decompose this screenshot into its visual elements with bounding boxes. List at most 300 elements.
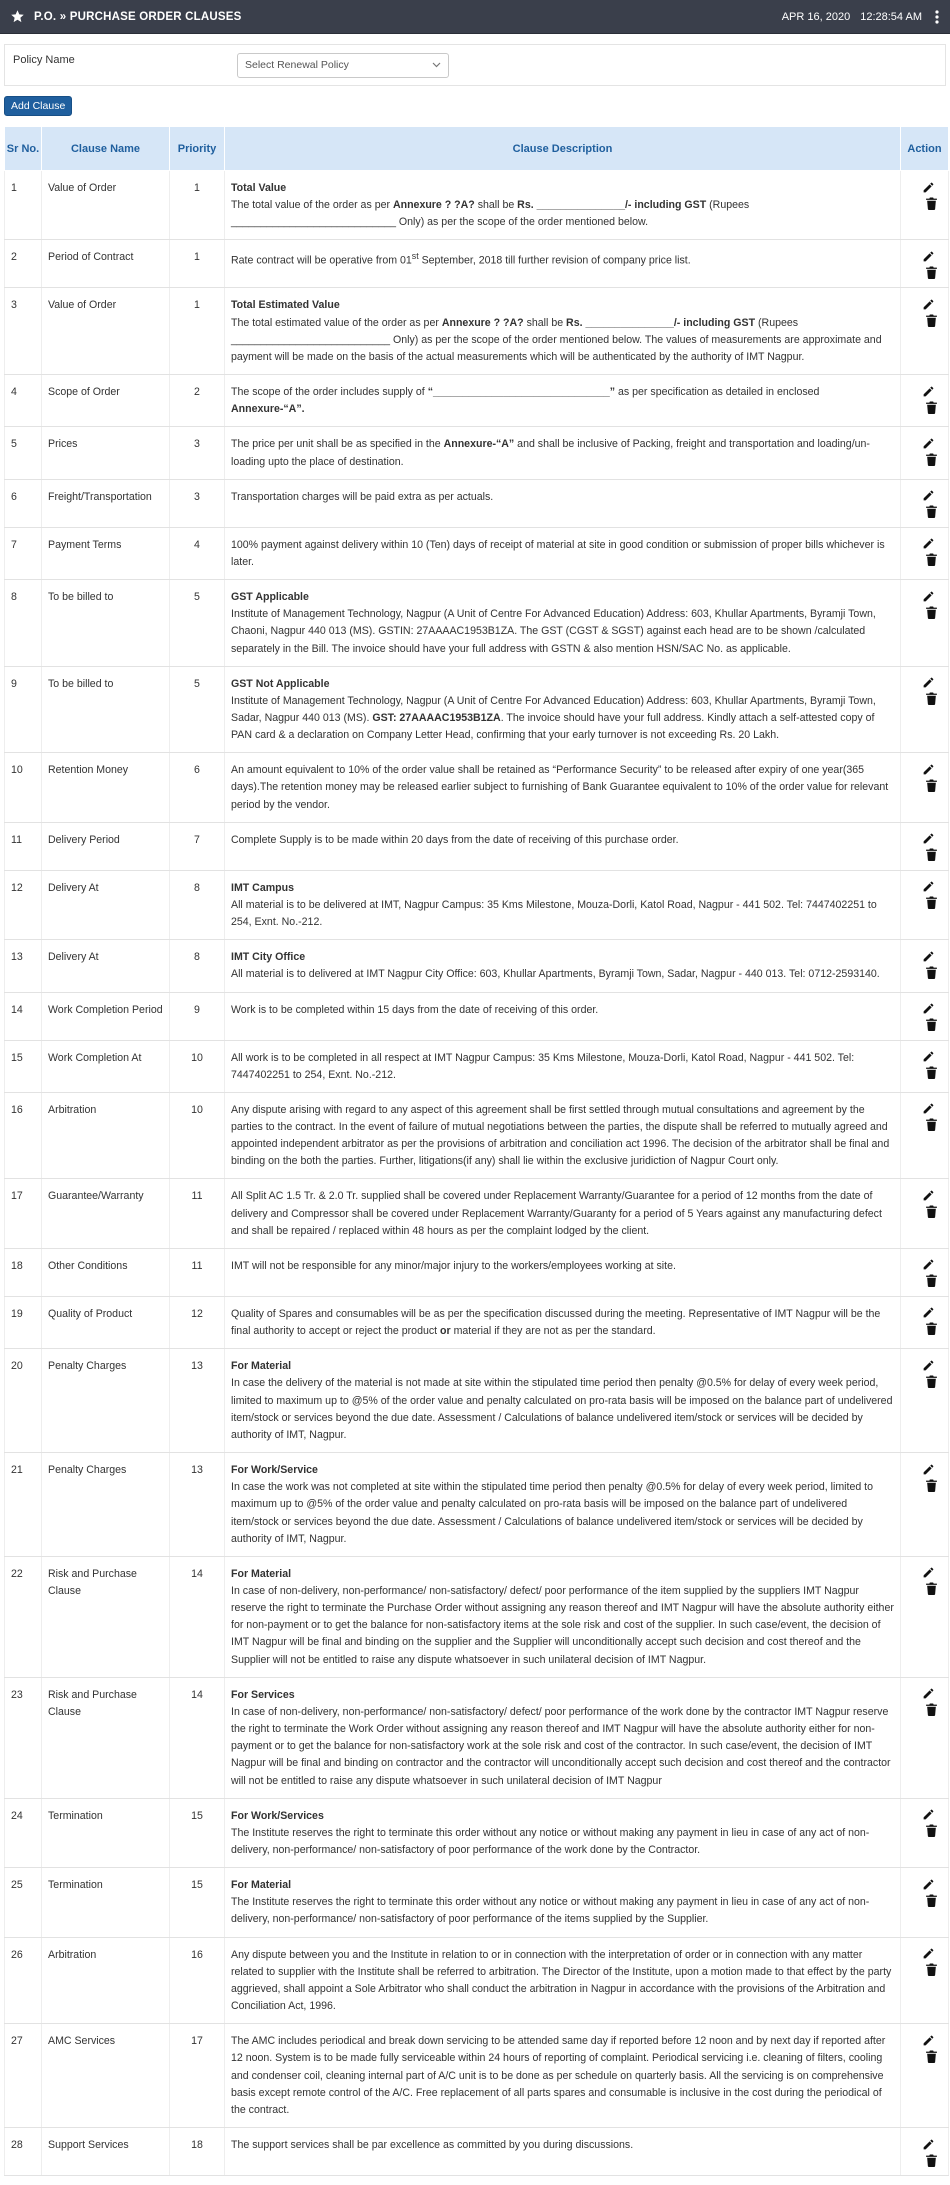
cell-action (901, 1868, 949, 1937)
pencil-icon[interactable] (922, 762, 936, 776)
trash-icon[interactable] (925, 605, 939, 619)
trash-icon[interactable] (925, 692, 939, 706)
description-text: Rs. _______________/- including GST (566, 316, 756, 329)
cell-action (901, 1092, 949, 1179)
pencil-icon[interactable] (922, 1188, 936, 1202)
cell-clause-description (225, 1453, 901, 1557)
pencil-icon[interactable] (922, 297, 936, 311)
description-text: and shall be inclusive of Packing, freight and transportation and loading/un-loading upto the place of destination. (231, 438, 870, 468)
description-text: The Institute reserves the right to terminate this order without any notice or without making any payment in lieu in case of any act of non-delivery, non-performance/ non-satisfactory of poor performance of the work done by the Contractor. (231, 1826, 870, 1856)
cell-clause-description (225, 1092, 901, 1179)
cell-clause-description (225, 1798, 901, 1867)
description-text: In case the work was not completed at site within the stipulated time period then penalty @0.5% for delay of every week period, limited to maximum up to @5% of the order value and penalty calculated on pro-rata basis will be imposed on the balance part of undelivered item/stock or services beyond the due date. Assessment / Calculations of balance undelivered item/stock or services will be decided by authority of IMT, Nagpur. (231, 1481, 874, 1545)
description-text: material if they are not as per the standard. (450, 1325, 656, 1338)
cell-clause-name: To be billed to (42, 580, 170, 667)
cell-priority: 17 (170, 2024, 225, 2128)
trash-icon[interactable] (925, 848, 939, 862)
table-row (5, 171, 949, 240)
action-buttons (907, 1566, 942, 1596)
description-text: The price per unit shall be as specified in the (231, 438, 444, 451)
cell-priority: 3 (170, 427, 225, 479)
action-buttons (907, 1306, 942, 1336)
description-text: The Institute reserves the right to terminate this order without any notice or without making any payment in lieu in case of any act of non-delivery, non-performance/ non-satisfactory of poor performance of the items supplied by the Supplier. (231, 1896, 870, 1926)
pencil-icon[interactable] (922, 1877, 936, 1891)
table-row (5, 822, 949, 870)
action-buttons (907, 1947, 942, 1977)
description-text: All material is to delivered at IMT Nagpur City Office: 603, Khullar Apartments, Byramji Town, Sadar, Nagpur - 440 013. Tel: 0712-2593140. (231, 968, 880, 981)
description-text: shall be (523, 316, 567, 329)
table-row (5, 1868, 949, 1937)
table-row (5, 940, 949, 992)
pencil-icon[interactable] (922, 1687, 936, 1701)
trash-icon[interactable] (925, 1322, 939, 1336)
cell-sr-no: 14 (5, 992, 42, 1040)
cell-clause-name: Guarantee/Warranty (42, 1179, 170, 1248)
pencil-icon[interactable] (922, 2137, 936, 2151)
trash-icon[interactable] (925, 1824, 939, 1838)
table-row (5, 479, 949, 527)
description-heading: For Work/Services (231, 1809, 324, 1822)
cell-clause-name: Penalty Charges (42, 1349, 170, 1453)
cell-action (901, 375, 949, 427)
cell-action (901, 1798, 949, 1867)
trash-icon[interactable] (925, 778, 939, 792)
table-row (5, 1248, 949, 1296)
description-text: Annexure-“A”. (231, 403, 305, 416)
cell-action (901, 940, 949, 992)
description-text: The total estimated value of the order as per (231, 316, 442, 329)
cell-action (901, 1453, 949, 1557)
action-buttons (907, 384, 942, 414)
table-row (5, 1179, 949, 1248)
trash-icon[interactable] (925, 1374, 939, 1388)
table-row (5, 1296, 949, 1348)
description-text: All work is to be completed in all respect at IMT Nagpur Campus: 35 Kms Milestone, Mouza-Dorli, Katol Road, Nagpur - 441 502. Tel: 7447402251 to 254, Exnt. No.-212. (231, 1051, 855, 1081)
description-text: The total value of the order as per (231, 199, 393, 212)
action-buttons (907, 1050, 942, 1080)
table-row (5, 527, 949, 579)
table-row (5, 753, 949, 822)
cell-clause-description (225, 375, 901, 427)
cell-clause-description (225, 2024, 901, 2128)
action-buttons (907, 180, 942, 210)
pencil-icon[interactable] (922, 1002, 936, 1016)
action-buttons (907, 297, 942, 327)
description-text: (Rupees ____________________________ Only) as per the scope of the order mentioned below. (231, 199, 750, 229)
trash-icon[interactable] (925, 265, 939, 279)
cell-action (901, 1677, 949, 1798)
cell-clause-description (225, 1296, 901, 1348)
cell-action (901, 1179, 949, 1248)
cell-priority: 13 (170, 1453, 225, 1557)
description-text: Annexure ? ?A? (392, 199, 475, 212)
cell-clause-name: Termination (42, 1868, 170, 1937)
action-buttons (907, 489, 942, 519)
cell-clause-description (225, 1349, 901, 1453)
trash-icon[interactable] (925, 1274, 939, 1288)
trash-icon[interactable] (925, 2049, 939, 2063)
action-buttons (907, 1188, 942, 1218)
table-row (5, 1937, 949, 2024)
action-buttons (907, 1358, 942, 1388)
cell-sr-no: 23 (5, 1677, 42, 1798)
pencil-icon[interactable] (922, 2033, 936, 2047)
cell-action (901, 1296, 949, 1348)
cell-priority: 10 (170, 1040, 225, 1092)
trash-icon[interactable] (925, 196, 939, 210)
description-text: The scope of the order includes supply of (231, 386, 428, 399)
trash-icon[interactable] (925, 1018, 939, 1032)
cell-clause-name: Retention Money (42, 753, 170, 822)
header-sr-no[interactable]: Sr No. (5, 127, 42, 171)
clauses-table (4, 126, 949, 2176)
pencil-icon[interactable] (922, 1258, 936, 1272)
description-text: The support services shall be par excellence as committed by you during discussions. (231, 2139, 634, 2152)
table-row (5, 666, 949, 753)
cell-sr-no: 11 (5, 822, 42, 870)
action-buttons (907, 537, 942, 567)
cell-clause-description (225, 1868, 901, 1937)
pencil-icon[interactable] (922, 1102, 936, 1116)
cell-sr-no: 26 (5, 1937, 42, 2024)
cell-priority: 14 (170, 1677, 225, 1798)
cell-sr-no: 8 (5, 580, 42, 667)
pencil-icon[interactable] (922, 1358, 936, 1372)
trash-icon[interactable] (925, 553, 939, 567)
cell-clause-description (225, 171, 901, 240)
cell-priority: 15 (170, 1868, 225, 1937)
trash-icon[interactable] (925, 965, 939, 979)
cell-clause-name: Work Completion At (42, 1040, 170, 1092)
cell-clause-name: Delivery At (42, 940, 170, 992)
action-buttons (907, 1002, 942, 1032)
trash-icon[interactable] (925, 896, 939, 910)
cell-clause-name: Work Completion Period (42, 992, 170, 1040)
table-row (5, 240, 949, 288)
description-text: Institute of Management Technology, Nagpur (A Unit of Centre For Advanced Education) Address: 603, Khullar Apartments, Byramji Town, Chaoni, Nagpur 440 013 (MS). GSTIN: 27AAAAC1953B1ZA. The GST (CGST & SGST) against each head are to be shown /calculated separately in the Bill. The invoice should have your full address with GSTN & also mention HSN/SAC No. as applicable. (231, 608, 876, 655)
chevron-down-icon (432, 59, 441, 71)
header-priority[interactable]: Priority (170, 127, 225, 171)
description-text: Annexure-“A” (443, 438, 515, 451)
table-row (5, 1556, 949, 1677)
cell-priority: 8 (170, 870, 225, 939)
description-text: . The invoice should have your full address. Kindly attach a self-attested copy of PAN card & a declaration on Company Letter Head, confirming that your early turnover is not exceeding Rs. 20 Lakh. (231, 711, 875, 742)
pencil-icon[interactable] (922, 436, 936, 450)
description-text: as per specification as detailed in enclosed (615, 386, 820, 399)
cell-action (901, 822, 949, 870)
cell-priority: 8 (170, 940, 225, 992)
description-text: The AMC includes periodical and break down servicing to be attended same day if reported before 12 noon and by next day if reported after 12 noon. System is to be made fully serviceable within 24 hours of reporting of complaint. Periodical servicing i.e. cleaning of filters, cooling and condenser coil, cleaning internal part of A/C unit is to be done as per schedule on quarterly basis. All the servicing is on comprehensive basis except remote control of the A/C. Free replacement of all parts spares and consumable is inclusive in the cost during the periodical of the contract. (231, 2035, 886, 2116)
description-heading: Total Estimated Value (231, 299, 340, 312)
trash-icon[interactable] (925, 1118, 939, 1132)
description-text: Institute of Management Technology, Nagpur (A Unit of Centre For Advanced Education) Address: 603, Khullar Apartments, Byramji Town, Sadar, Nagpur 440 013 (MS). (231, 694, 876, 724)
cell-sr-no: 5 (5, 427, 42, 479)
pencil-icon[interactable] (922, 1808, 936, 1822)
cell-priority: 7 (170, 822, 225, 870)
cell-sr-no: 17 (5, 1179, 42, 1248)
cell-sr-no: 22 (5, 1556, 42, 1677)
cell-action (901, 527, 949, 579)
pencil-icon[interactable] (922, 880, 936, 894)
cell-clause-description (225, 1040, 901, 1092)
description-text: Any dispute arising with regard to any aspect of this agreement shall be first settled through mutual consultations and agreement by the parties to the contract. In the event of failure of mutual negotiations between the parties, the dispute shall be referred to mutually agreed and appointed independent arbitrator as per the provisions of arbitration and conciliation act 1996. The decision of the arbitrator shall be final and binding on the both the parties. Further, litigations(if any) shall lie within the exclusive juridiction of Nagpur Court only. (231, 1103, 890, 1168)
trash-icon[interactable] (925, 1066, 939, 1080)
cell-clause-description (225, 1248, 901, 1296)
trash-icon[interactable] (925, 1478, 939, 1492)
description-text: Rs. _______________/- including GST (517, 199, 707, 212)
cell-clause-name: Termination (42, 1798, 170, 1867)
cell-action (901, 1937, 949, 2024)
action-buttons (907, 880, 942, 910)
cell-clause-description (225, 1556, 901, 1677)
top-bar (0, 0, 950, 34)
policy-name-label: Policy Name (13, 54, 75, 66)
cell-priority: 15 (170, 1798, 225, 1867)
trash-icon[interactable] (925, 505, 939, 519)
trash-icon[interactable] (925, 452, 939, 466)
cell-clause-description (225, 288, 901, 375)
star-icon[interactable] (8, 8, 26, 26)
cell-priority: 13 (170, 1349, 225, 1453)
header-date: APR 16, 2020 (781, 10, 851, 23)
pencil-icon[interactable] (922, 1306, 936, 1320)
action-buttons (907, 762, 942, 792)
cell-priority: 3 (170, 479, 225, 527)
table-row (5, 580, 949, 667)
cell-priority: 11 (170, 1248, 225, 1296)
action-buttons (907, 1808, 942, 1838)
pencil-icon[interactable] (922, 180, 936, 194)
description-text: Transportation charges will be paid extra as per actuals. (231, 490, 494, 503)
description-heading: For Material (231, 1360, 292, 1373)
trash-icon[interactable] (925, 1703, 939, 1717)
action-buttons (907, 2137, 942, 2167)
cell-action (901, 1248, 949, 1296)
description-text: (Rupees ___________________________ Only) as per the scope of the order mentioned below. The values of measurements are approximate and payment will be made on the basis of the actual measurements which will be authenticated by the authority of IMT Nagpur. (231, 316, 882, 363)
trash-icon[interactable] (925, 2153, 939, 2167)
cell-clause-description (225, 479, 901, 527)
page-title: P.O. » PURCHASE ORDER CLAUSES (34, 10, 242, 23)
cell-action (901, 1040, 949, 1092)
pencil-icon[interactable] (922, 1050, 936, 1064)
table-row (5, 1092, 949, 1179)
description-heading: GST Not Applicable (231, 677, 330, 690)
cell-clause-name: Value of Order (42, 288, 170, 375)
table-row (5, 992, 949, 1040)
cell-priority: 10 (170, 1092, 225, 1179)
table-row (5, 1453, 949, 1557)
cell-sr-no: 25 (5, 1868, 42, 1937)
description-text: IMT will not be responsible for any minor/major injury to the workers/employees working at site. (231, 1259, 676, 1272)
action-buttons (907, 832, 942, 862)
cell-action (901, 2024, 949, 2128)
pencil-icon[interactable] (922, 1462, 936, 1476)
cell-clause-name: Risk and Purchase Clause (42, 1556, 170, 1677)
cell-sr-no: 13 (5, 940, 42, 992)
action-buttons (907, 1877, 942, 1907)
cell-clause-description (225, 753, 901, 822)
pencil-icon[interactable] (922, 489, 936, 503)
description-text: Work is to be completed within 15 days from the date of receiving of this order. (231, 1003, 599, 1016)
cell-priority: 18 (170, 2128, 225, 2176)
cell-sr-no: 10 (5, 753, 42, 822)
cell-action (901, 1349, 949, 1453)
cell-priority: 4 (170, 527, 225, 579)
pencil-icon[interactable] (922, 949, 936, 963)
cell-clause-description (225, 1677, 901, 1798)
description-text: Rate contract will be operative from 01 (231, 255, 412, 267)
action-buttons (907, 1102, 942, 1132)
cell-clause-name: Penalty Charges (42, 1453, 170, 1557)
cell-clause-name: Arbitration (42, 1937, 170, 2024)
cell-priority: 1 (170, 171, 225, 240)
pencil-icon[interactable] (922, 589, 936, 603)
table-row (5, 1677, 949, 1798)
description-text: “______________________________” (427, 386, 616, 399)
table-row (5, 2024, 949, 2128)
cell-action (901, 171, 949, 240)
cell-clause-name: Scope of Order (42, 375, 170, 427)
action-buttons (907, 676, 942, 706)
cell-priority: 5 (170, 666, 225, 753)
header-action: Action (901, 127, 949, 171)
description-text: In case of non-delivery, non-performance/ non-satisfactory/ defect/ poor performance of the work done by the contractor IMT Nagpur reserve the right to terminate the Work Order without assigning any reason thereof and IMT Nagpur will have the absolute authority either for non-payment or to get the balance for non-satisfactory work at the sole risk and cost of the contractor. In such case/event, the decision of IMT Nagpur will be final and binding on contractor and the contractor will unconditionally accept such decision and cost thereof and the contractor will not be entitled to raise any dispute whatsoever in such unilateral decision of IMT Nagpur (231, 1705, 891, 1787)
cell-sr-no: 12 (5, 870, 42, 939)
cell-clause-description (225, 2128, 901, 2176)
action-buttons (907, 249, 942, 279)
trash-icon[interactable] (925, 313, 939, 327)
cell-clause-name: Prices (42, 427, 170, 479)
pencil-icon[interactable] (922, 676, 936, 690)
description-text: shall be (474, 199, 518, 212)
cell-clause-description (225, 940, 901, 992)
description-text: September, 2018 till further revision of company price list. (418, 255, 691, 267)
header-time: 12:28:54 AM (860, 10, 922, 23)
cell-clause-name: Support Services (42, 2128, 170, 2176)
description-text: GST: 27AAAAC1953B1ZA (372, 711, 501, 724)
description-text: or (440, 1325, 451, 1338)
description-text: All Split AC 1.5 Tr. & 2.0 Tr. supplied shall be covered under Replacement Warranty/Guarantee for a period of 12 months from the date of delivery and Compressor shall be covered under Replacement Warranty/Guaranty for a period of 5 Years against any manufacturing defect and shall be repaired / replaced within 48 hours as per the complaint lodged by the client. (231, 1190, 882, 1237)
table-header-row (5, 127, 949, 171)
action-buttons (907, 589, 942, 619)
cell-action (901, 479, 949, 527)
trash-icon[interactable] (925, 400, 939, 414)
more-options-icon[interactable] (932, 8, 942, 26)
cell-clause-name: To be billed to (42, 666, 170, 753)
cell-action (901, 2128, 949, 2176)
cell-clause-description (225, 527, 901, 579)
description-heading: IMT Campus (231, 881, 294, 894)
header-clause-name[interactable]: Clause Name (42, 127, 170, 171)
cell-action (901, 870, 949, 939)
pencil-icon[interactable] (922, 249, 936, 263)
cell-clause-description (225, 580, 901, 667)
header-clause-description[interactable]: Clause Description (225, 127, 901, 171)
description-text: All material is to be delivered at IMT, Nagpur Campus: 35 Kms Milestone, Mouza-Dorli, Katol Road, Nagpur - 441 502. Tel: 7447402251 to 254, Exnt. No.-212. (231, 898, 877, 929)
cell-clause-name: Payment Terms (42, 527, 170, 579)
trash-icon[interactable] (925, 1582, 939, 1596)
cell-clause-description (225, 666, 901, 753)
table-row (5, 288, 949, 375)
pencil-icon[interactable] (922, 832, 936, 846)
cell-clause-name: Quality of Product (42, 1296, 170, 1348)
cell-action (901, 427, 949, 479)
policy-form-row (4, 44, 946, 86)
cell-clause-name: Delivery Period (42, 822, 170, 870)
cell-priority: 12 (170, 1296, 225, 1348)
table-row (5, 2128, 949, 2176)
cell-priority: 2 (170, 375, 225, 427)
description-text: Complete Supply is to be made within 20 days from the date of receiving of this purchase order. (231, 833, 679, 846)
cell-priority: 11 (170, 1179, 225, 1248)
cell-clause-description (225, 427, 901, 479)
table-row (5, 375, 949, 427)
action-buttons (907, 436, 942, 466)
description-heading: For Work/Service (231, 1464, 318, 1477)
cell-priority: 5 (170, 580, 225, 667)
trash-icon[interactable] (925, 1893, 939, 1907)
table-row (5, 1040, 949, 1092)
cell-clause-description (225, 992, 901, 1040)
cell-action (901, 753, 949, 822)
description-text: Quality of Spares and consumables will be as per the specification discussed during the meeting. Representative of IMT Nagpur will be the final authority to accept or reject the product (231, 1307, 881, 1338)
cell-sr-no: 24 (5, 1798, 42, 1867)
cell-priority: 1 (170, 240, 225, 288)
trash-icon[interactable] (925, 1204, 939, 1218)
pencil-icon[interactable] (922, 1566, 936, 1580)
cell-action (901, 1556, 949, 1677)
cell-sr-no: 18 (5, 1248, 42, 1296)
cell-sr-no: 16 (5, 1092, 42, 1179)
table-row (5, 1349, 949, 1453)
description-text: Annexure ? ?A? (441, 316, 524, 329)
cell-sr-no: 4 (5, 375, 42, 427)
pencil-icon[interactable] (922, 1947, 936, 1961)
cell-sr-no: 21 (5, 1453, 42, 1557)
trash-icon[interactable] (925, 1963, 939, 1977)
cell-clause-name: Arbitration (42, 1092, 170, 1179)
cell-action (901, 992, 949, 1040)
cell-sr-no: 15 (5, 1040, 42, 1092)
add-clause-button[interactable]: Add Clause (4, 96, 72, 116)
cell-priority: 14 (170, 1556, 225, 1677)
cell-clause-description (225, 822, 901, 870)
cell-clause-description (225, 240, 901, 288)
cell-action (901, 666, 949, 753)
cell-sr-no: 19 (5, 1296, 42, 1348)
action-buttons (907, 2033, 942, 2063)
cell-sr-no: 9 (5, 666, 42, 753)
description-heading: For Material (231, 1879, 292, 1892)
description-text: An amount equivalent to 10% of the order value shall be retained as “Performance Security” to be released after expiry of one year(365 days).The retention money may be released earlier subject to furnishing of Bank Guarantee equivalent to 10% of the order value for relevant period by the vendor. (231, 764, 889, 811)
cell-sr-no: 3 (5, 288, 42, 375)
renewal-policy-select[interactable] (237, 53, 449, 78)
cell-clause-description (225, 870, 901, 939)
pencil-icon[interactable] (922, 537, 936, 551)
cell-clause-name: Value of Order (42, 171, 170, 240)
cell-sr-no: 2 (5, 240, 42, 288)
cell-clause-description (225, 1179, 901, 1248)
description-text: st (411, 251, 419, 262)
cell-action (901, 580, 949, 667)
description-text: Any dispute between you and the Institute in relation to or in connection with the interpretation of order or in connection with any matter related to supplier with the Institute shall be referred to arbitration. The Director of the Institute, upon a motion made to that effect by the party aggrieved, shall appoint a Sole Arbitrator who shall conduct the arbitration in Nagpur in accordance with the provisions of the Arbitration and Conciliation Act, 1996. (231, 1948, 892, 2013)
action-buttons (907, 1258, 942, 1288)
cell-sr-no: 6 (5, 479, 42, 527)
pencil-icon[interactable] (922, 384, 936, 398)
cell-priority: 9 (170, 992, 225, 1040)
description-heading: GST Applicable (231, 591, 309, 604)
description-text: In case the delivery of the material is not made at site within the stipulated time period then penalty @0.5% for delay of every week period, limited to maximum up to @5% of the order value and penalty calculated on pro-rata basis will be imposed on the balance part of undelivered item/stock or services beyond the due date. Assessment / Calculations of balance undelivered item/stock or services will be decided by authority of IMT, Nagpur. (231, 1377, 893, 1441)
